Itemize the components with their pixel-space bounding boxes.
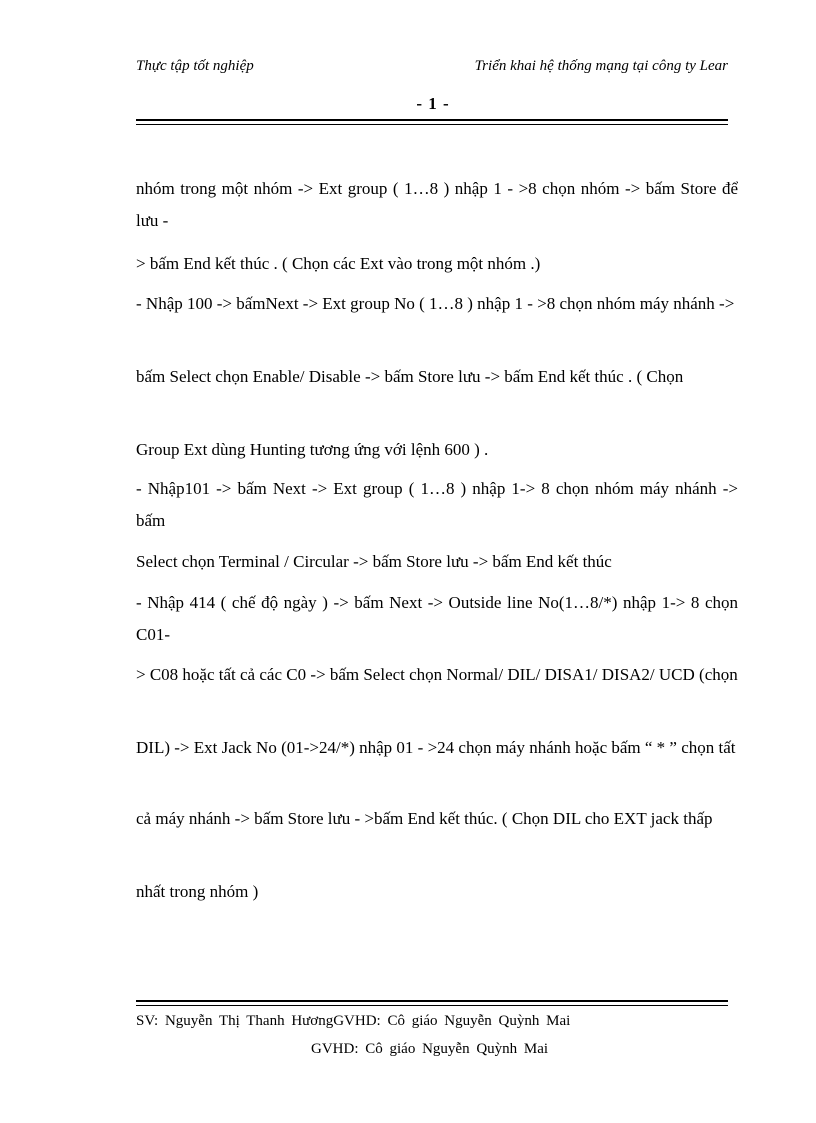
header-divider (136, 119, 728, 125)
paragraph: bấm Select chọn Enable/ Disable -> bấm Store lưu -> bấm End kết thúc . ( Chọn (136, 367, 684, 386)
paragraph: Group Ext dùng Hunting tương ứng với lệnh 600 ) . (136, 440, 489, 459)
header-right-title: Triển khai hệ thống mạng tại công ty Lear (474, 58, 728, 74)
paragraph: nhóm trong một nhóm -> Ext group ( 1…8 ) nhập 1 - >8 chọn nhóm -> bấm Store để lưu - (136, 179, 738, 230)
header-left-title: Thực tập tốt nghiệp (136, 58, 254, 74)
paragraph: > bấm End kết thúc . ( Chọn các Ext vào trong một nhóm .) (136, 254, 541, 273)
page-number: - 1 - (416, 94, 450, 113)
paragraph: Select chọn Terminal / Circular -> bấm Store lưu -> bấm End kết thúc (136, 552, 612, 571)
footer-advisor-line: GVHD: Cô giáo Nguyễn Quỳnh Mai (311, 1041, 549, 1057)
footer-author-line: SV: Nguyễn Thị Thanh HươngGVHD: Cô giáo Nguyễn Quỳnh Mai (136, 1013, 571, 1029)
paragraph: - Nhập101 -> bấm Next -> Ext group ( 1…8 ) nhập 1-> 8 chọn nhóm máy nhánh -> bấm (136, 479, 738, 530)
paragraph: > C08 hoặc tất cả các C0 -> bấm Select chọn Normal/ DIL/ DISA1/ DISA2/ UCD (chọn (136, 665, 738, 684)
paragraph: - Nhập 100 -> bấmNext -> Ext group No ( 1…8 ) nhập 1 - >8 chọn nhóm máy nhánh -> (136, 294, 735, 313)
paragraph: - Nhập 414 ( chế độ ngày ) -> bấm Next -> Outside line No(1…8/*) nhập 1-> 8 chọn C01- (136, 593, 738, 644)
paragraph: cả máy nhánh -> bấm Store lưu - >bấm End kết thúc. ( Chọn DIL cho EXT jack thấp (136, 809, 713, 828)
paragraph: DIL) -> Ext Jack No (01->24/*) nhập 01 - >24 chọn máy nhánh hoặc bấm “ * ” chọn tất (136, 738, 736, 757)
paragraph: nhất trong nhóm ) (136, 882, 259, 901)
footer-divider (136, 1000, 728, 1006)
